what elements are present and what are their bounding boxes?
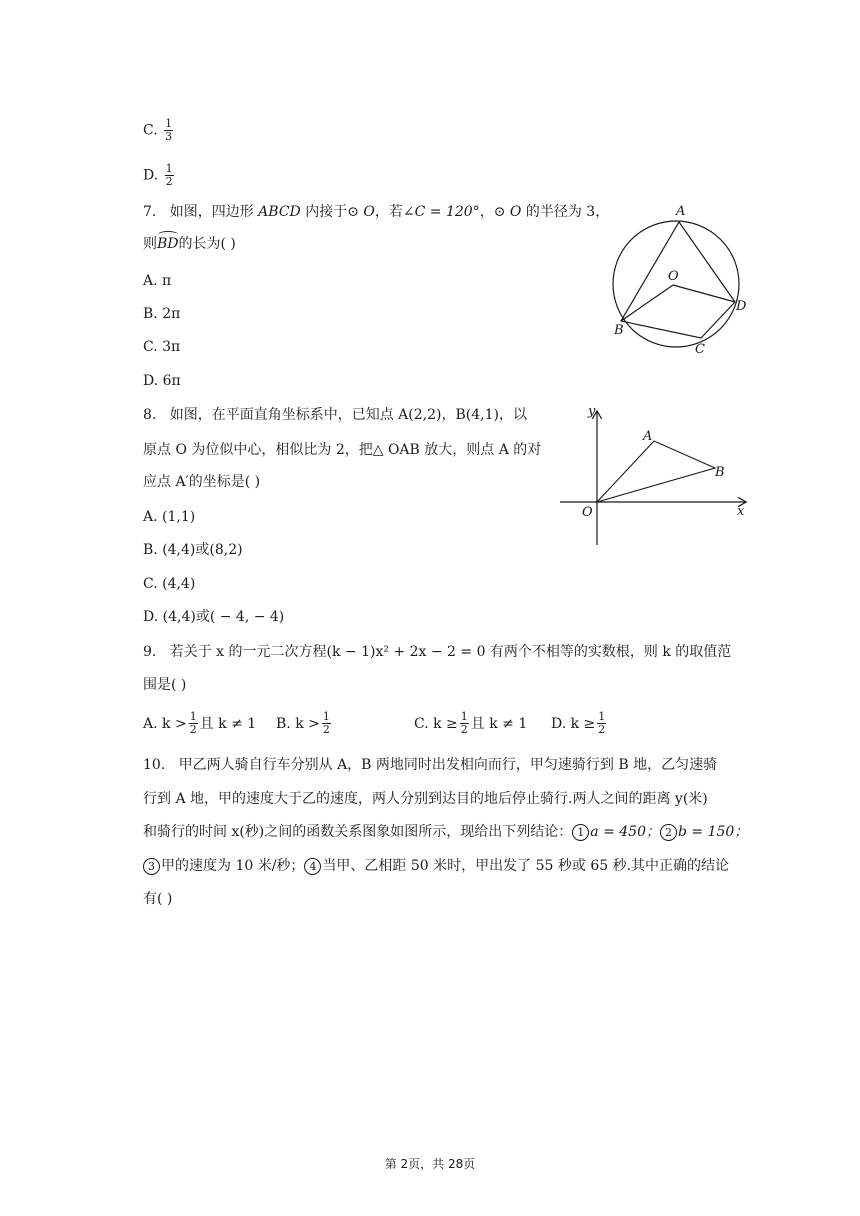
circle-o <box>613 221 739 347</box>
fraction-numerator: 1 <box>189 710 197 723</box>
fraction-numerator: 1 <box>460 710 468 723</box>
label-x: x <box>737 504 745 519</box>
math-text: O <box>363 204 375 220</box>
label-c: C <box>695 342 705 357</box>
label-a: A <box>676 204 686 219</box>
q8-option-b: B. (4,4)或(8,2) <box>143 542 243 558</box>
fraction-denominator: 2 <box>322 723 330 736</box>
fraction-numerator: 1 <box>322 710 330 723</box>
q7-stem-line2 <box>143 234 236 254</box>
option-text: C. k ≥ <box>414 715 458 732</box>
stem-text: 和骑行的时间 x(秒)之间的函数关系图象如图所示，现给出下列结论： <box>143 824 573 840</box>
q8-stem-line1 <box>143 405 527 425</box>
q7-option-a: A. π <box>143 273 172 289</box>
fraction <box>322 711 331 736</box>
q9-option-a <box>143 711 256 736</box>
label-y: y <box>588 404 596 419</box>
circled-number: 2 <box>660 824 677 841</box>
fraction-denominator: 2 <box>189 723 197 736</box>
fraction-numerator: 1 <box>598 710 606 723</box>
option-label: D. <box>143 167 159 184</box>
stem-text: ，若∠ <box>374 204 415 220</box>
q7-option-c: C. 3π <box>143 339 181 355</box>
fraction <box>597 711 606 736</box>
stem-text: 则 <box>143 236 157 252</box>
option-text: A. k > <box>143 715 187 732</box>
fraction-denominator: 2 <box>165 175 173 188</box>
question-number: 9. <box>143 644 157 660</box>
q10-stem-line5: 有( ) <box>143 891 173 907</box>
fraction-numerator: 1 <box>165 117 173 130</box>
fraction-denominator: 2 <box>598 723 606 736</box>
q8-option-c: C. (4,4) <box>143 576 196 592</box>
q9-stem-line2: 围是( ) <box>143 677 187 693</box>
q7-option-b: B. 2π <box>143 306 181 322</box>
q10-stem-line2: 行到 A 地，甲的速度大于乙的速度，两人分别到达目的地后停止骑行.两人之间的距离 y(米) <box>143 791 708 807</box>
stem-text: 如图，四边形 <box>169 204 259 220</box>
math-text: b = 150； <box>677 824 749 840</box>
q10-stem-line1 <box>143 755 717 775</box>
circled-number: 3 <box>143 858 160 875</box>
q7-option-d: D. 6π <box>143 373 181 389</box>
question-number: 10. <box>143 757 166 773</box>
triangle-oab <box>597 441 715 502</box>
option-text: B. k > <box>276 715 320 732</box>
question-number: 7. <box>143 204 157 220</box>
fraction-numerator: 1 <box>165 162 173 175</box>
circled-number: 4 <box>304 858 321 875</box>
option-label: C. <box>143 122 158 139</box>
q9-option-d <box>551 711 608 736</box>
math-text: ABCD <box>258 204 301 220</box>
stem-text: 甲乙两人骑自行车分别从 A，B 两地同时出发相向而行，甲匀速骑行到 B 地，乙匀速骑 <box>178 757 718 773</box>
option-text: 且 k ≠ 1 <box>199 715 257 732</box>
option-text: 且 k ≠ 1 <box>470 715 528 732</box>
math-text: O <box>509 204 522 220</box>
math-text: C = 120° <box>414 204 480 220</box>
fraction <box>189 711 198 736</box>
q6-option-c <box>143 118 175 143</box>
q7-stem-line1 <box>143 202 609 222</box>
q9-option-c <box>414 711 527 736</box>
stem-text: 的半径为 3， <box>521 204 610 220</box>
math-text: a = 450； <box>590 824 660 840</box>
q9-stem-line1 <box>143 642 731 662</box>
label-o: O <box>668 269 679 284</box>
fraction <box>460 711 469 736</box>
q10-stem-line3 <box>143 822 748 842</box>
stem-text: 当甲、乙相距 50 米时，甲出发了 55 秒或 65 秒.其中正确的结论 <box>322 858 730 874</box>
label-b: B <box>614 323 624 338</box>
q8-stem-line3: 应点 A′的坐标是( ) <box>143 474 261 490</box>
q8-stem-line2: 原点 O 为位似中心，相似比为 2，把△ OAB 放大，则点 A 的对 <box>143 442 542 458</box>
circled-number: 1 <box>572 824 589 841</box>
fraction <box>164 118 173 143</box>
fraction <box>165 163 174 188</box>
label-b: B <box>715 465 725 480</box>
segment-od <box>673 285 735 302</box>
arc-notation: BD <box>157 236 179 252</box>
stem-text: 若关于 x 的一元二次方程(k − 1)x² + 2x − 2 = 0 有两个不相等的实数根，则 k 的取值范 <box>169 644 732 660</box>
q8-option-a: A. (1,1) <box>143 509 196 525</box>
q8-coordinate-figure <box>555 400 755 550</box>
stem-text: ，⊙ <box>479 204 510 220</box>
fraction-denominator: 2 <box>460 723 468 736</box>
q7-circle-figure <box>605 200 755 360</box>
stem-text: 内接于⊙ <box>300 204 364 220</box>
label-o: O <box>582 505 593 520</box>
question-number: 8. <box>143 407 157 423</box>
q8-option-d: D. (4,4)或( − 4, − 4) <box>143 609 285 625</box>
page-footer: 第 2页，共 28页 <box>384 1157 476 1171</box>
label-a: A <box>643 429 653 444</box>
fraction-denominator: 3 <box>165 130 173 143</box>
q10-stem-line4 <box>143 856 729 876</box>
option-text: D. k ≥ <box>551 715 596 732</box>
q6-option-d <box>143 163 176 188</box>
label-d: D <box>736 299 747 314</box>
stem-text: 甲的速度为 10 米/秒； <box>161 858 305 874</box>
stem-text: 的长为( ) <box>178 236 236 252</box>
q9-option-b <box>276 711 333 736</box>
stem-text: 如图，在平面直角坐标系中，已知点 A(2,2)，B(4,1)，以 <box>169 407 527 423</box>
segment-ob <box>621 285 673 321</box>
